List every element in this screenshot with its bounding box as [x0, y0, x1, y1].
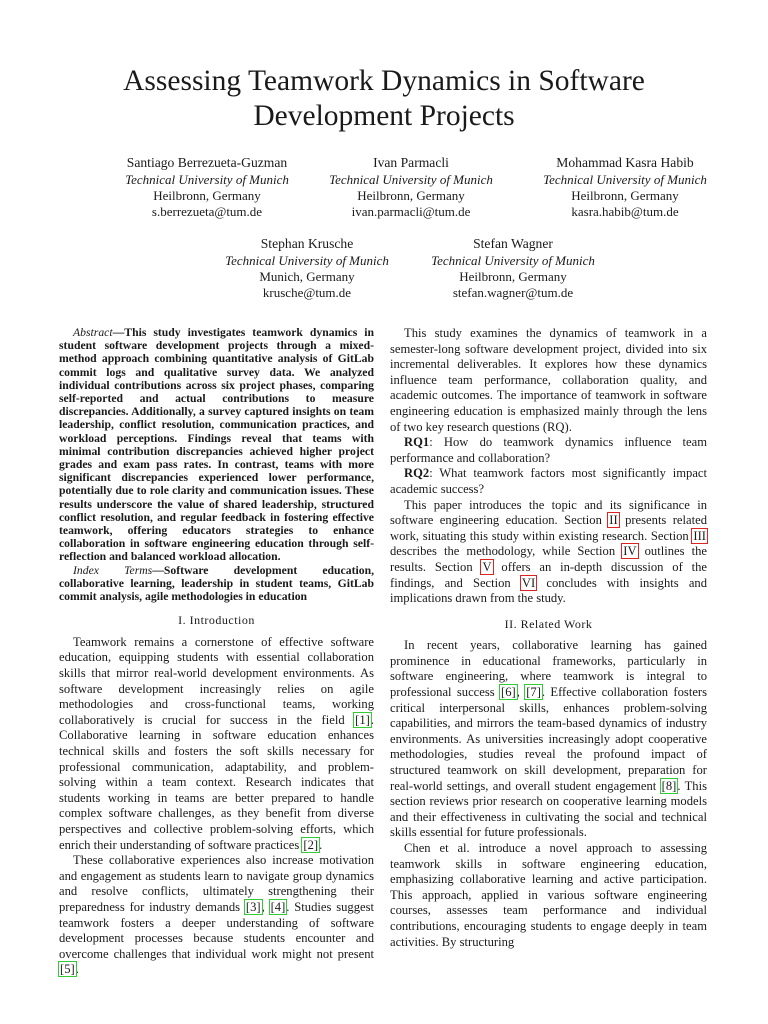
author-location: Heilbronn, Germany [357, 188, 465, 204]
author-affiliation: Technical University of Munich [543, 172, 707, 187]
text-run: . Studies suggest teamwork fosters a deeper understanding of software development processes because students encounter and overcome challenges that individual work might not present [59, 899, 375, 961]
section-link[interactable]: II [609, 513, 618, 528]
citation-link[interactable]: [7] [526, 685, 541, 700]
author-name: Stefan Wagner [473, 236, 553, 251]
author-location: Munich, Germany [259, 269, 355, 285]
author-block [97, 154, 317, 221]
abstract [59, 326, 374, 564]
author-block [403, 235, 623, 302]
author-affiliation: Technical University of Munich [431, 253, 595, 268]
author-location: Heilbronn, Germany [571, 188, 679, 204]
paragraph [390, 638, 707, 841]
research-question [390, 435, 707, 466]
citation-link[interactable]: [8] [661, 778, 677, 793]
text-run: presents related work, situating this study within existing research. Section [390, 513, 707, 543]
author-location: Heilbronn, Germany [459, 269, 567, 285]
text-run: . [319, 837, 323, 852]
paragraph [59, 853, 374, 978]
author-location: Heilbronn, Germany [153, 188, 261, 204]
paper-title: Assessing Teamwork Dynamics in Software Development Projects [123, 65, 645, 132]
section-link[interactable]: III [693, 528, 706, 543]
author-name: Stephan Krusche [260, 236, 354, 251]
section-link[interactable]: IV [623, 544, 637, 559]
index-terms [59, 564, 374, 604]
citation-link[interactable]: [5] [60, 962, 75, 977]
rq-text: : What teamwork factors most significantly impact academic success? [390, 466, 707, 496]
index-terms-label: Index Terms [73, 563, 153, 577]
author-email: s.berrezueta@tum.de [151, 204, 263, 220]
section-heading-related-work: II. Related Work [504, 616, 593, 631]
author-email: kasra.habib@tum.de [571, 204, 679, 220]
author-block [515, 154, 735, 221]
abstract-label: Abstract [73, 326, 113, 339]
text-run: concludes with insights and implications drawn from the study. [390, 575, 707, 606]
text-run: , [516, 685, 526, 700]
text-run: outlines the results. Section [390, 544, 707, 574]
author-email: stefan.wagner@tum.de [452, 285, 574, 301]
text-run: In recent years, collaborative learning has gained prominence in educational frameworks, particularly in software engineering, where teamwork is integral to professional success [390, 638, 707, 700]
author-affiliation: Technical University of Munich [225, 253, 389, 268]
text-run: This paper introduces the topic and its significance in software engineering education. Section [390, 497, 707, 528]
author-block [197, 235, 417, 302]
text-run: . Effective collaboration fosters critical interpersonal skills, enhances problem-solving capabilities, and mirrors the team-based dynamics of industry environments. As universities increasingly adopt cooperative methodologies, studies reveal the profound impact of structured teamwork on skill development, preparation for real-world settings, and overall student engagement [390, 685, 708, 793]
right-column [390, 326, 707, 950]
paragraph [59, 635, 374, 853]
text-run: Teamwork remains a cornerstone of effective software education, equipping students with essential collaboration skills that mirror real-world development environments. As software development increasingly relies on agile methodologies and cross-functional teams, working collaboratively is crucial for success in the field [59, 634, 374, 727]
citation-link[interactable]: [4] [270, 899, 286, 914]
author-block [301, 154, 521, 221]
section-link[interactable]: V [482, 559, 492, 574]
section-heading-introduction: I. Introduction [178, 613, 255, 628]
paragraph [390, 498, 707, 607]
author-affiliation: Technical University of Munich [329, 172, 493, 187]
paragraph: Chen et al. introduce a novel approach to assessing teamwork skills in software engineering education, emphasizing collaborative learning and active participation. This approach, applied in various software engineering courses, assesses team performance and individual contributions, encouraging students to engage deeply in team activities. By structuring [390, 841, 707, 949]
text-run: These collaborative experiences also increase motivation and engagement as students learn to navigate group dynamics and resolve conflicts, ultimately strengthening their preparedness for industry demands [59, 853, 374, 914]
rq-text: : How do teamwork dynamics influence team performance and collaboration? [390, 435, 707, 465]
text-run: . Collaborative learning in software education enhances technical skills and fosters the soft skills necessary for professional communication, adaptability, and problem-solving within a team context. Research indicates that students working in teams are better prepared to handle complex software challenges, as they benefit from diverse perspectives and collective problem-solving efforts, which enrich their understanding of software practices [59, 712, 374, 852]
paragraph: This study examines the dynamics of teamwork in a semester-long software development project, divided into six incremental deliverables. It explores how these dynamics influence team performance, collaboration quality, and academic outcomes. The importance of teamwork in software engineering education is emphasized mainly through the lens of two key research questions (RQ). [390, 326, 707, 434]
index-terms-text: —Software development education, collaborative learning, leadership in student teams, GitLab commit analysis, agile methodologies in education [59, 563, 374, 604]
text-run: , [261, 899, 270, 914]
author-affiliation: Technical University of Munich [125, 172, 289, 187]
rq-label: RQ2 [404, 466, 430, 481]
author-email: krusche@tum.de [262, 285, 352, 301]
rq-label: RQ1 [404, 435, 430, 450]
section-link[interactable]: VI [521, 575, 536, 590]
author-name: Santiago Berrezueta-Guzman [126, 155, 288, 170]
author-name: Ivan Parmacli [373, 155, 449, 170]
text-run: describes the methodology, while Section [390, 544, 623, 559]
author-name: Mohammad Kasra Habib [556, 155, 694, 170]
abstract-text: —This study investigates teamwork dynamics in student software development projects through a mixed-method approach combining quantitative analysis of GitLab commit logs and qualitative survey data. We analyzed individual contributions across six project phases, comparing self-reported and actual contributions to measure discrepancies. Additionally, a survey captured insights on team leadership, conflict resolution, communication practices, and workload perceptions. Findings reveal that teams with minimal contribution discrepancies achieved higher project grades and exam pass rates. In contrast, teams with more significant discrepancies experienced lower performance, potentially due to role clarity and communication issues. These results underscore the value of shared leadership, structured conflict resolution, and regular feedback in fostering effective teamwork, offering educators strategies to enhance collaboration in software engineering education through self-reflection and balanced workload allocation. [59, 326, 374, 564]
text-run: offers an in-depth discussion of the findings, and Section [390, 559, 707, 590]
author-email: ivan.parmacli@tum.de [351, 204, 471, 220]
citation-link[interactable]: [2] [303, 837, 319, 852]
citation-link[interactable]: [1] [355, 712, 370, 727]
research-question [390, 466, 707, 497]
text-run: . [75, 962, 79, 977]
citation-link[interactable]: [6] [501, 685, 516, 700]
text-run: . This section reviews prior research on cooperative learning models and their effectiveness in cultivating the social and technical skills essential for future professionals. [390, 778, 707, 840]
left-column [59, 326, 374, 978]
citation-link[interactable]: [3] [245, 899, 261, 914]
